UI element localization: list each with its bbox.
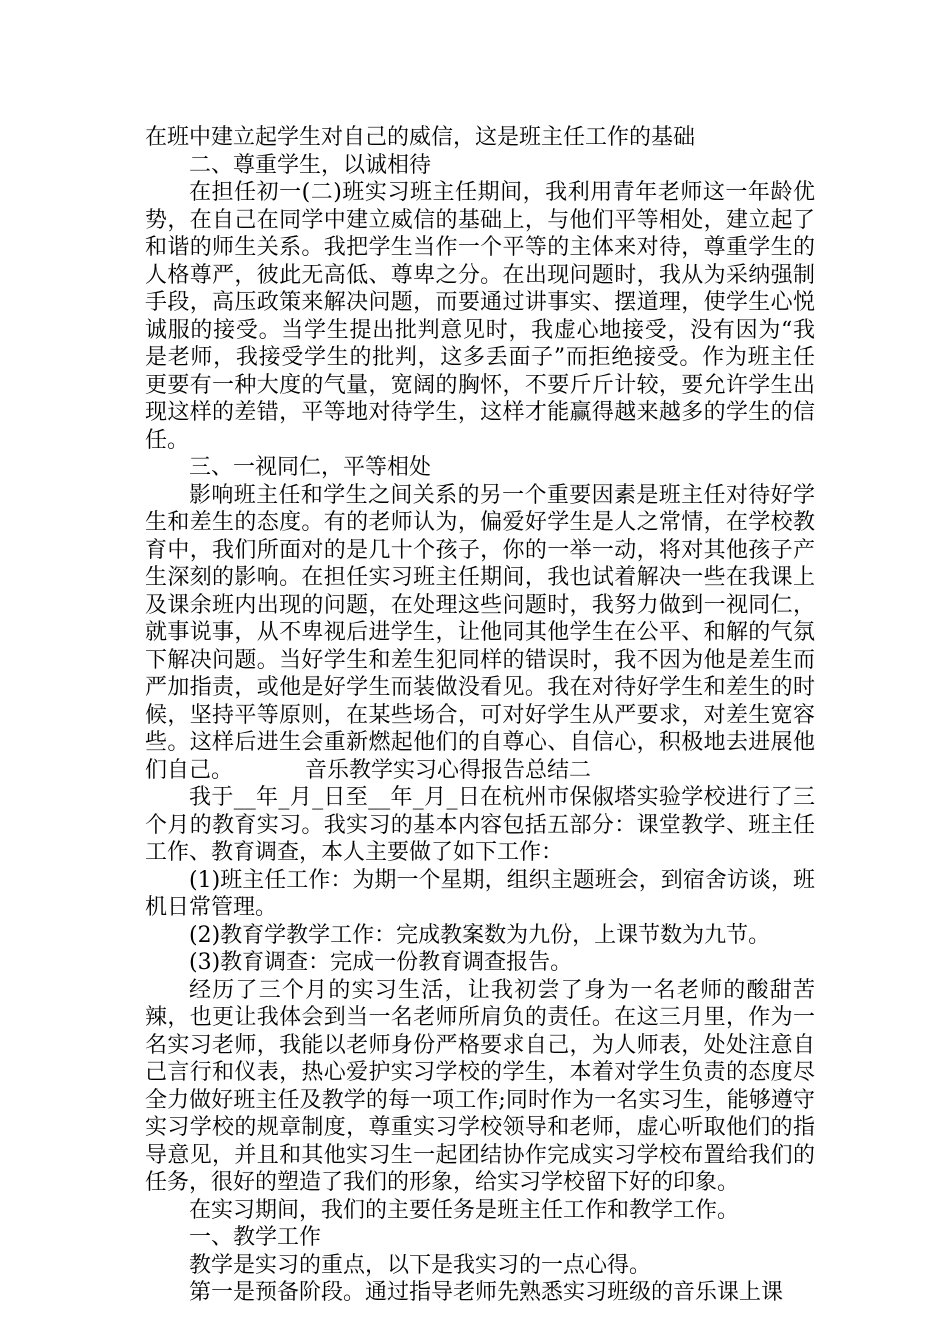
heading-equal-treatment: 三、一视同仁，平等相处 — [189, 455, 432, 480]
document-page — [145, 124, 815, 1307]
heading-respect-students: 二、尊重学生，以诚相待 — [189, 152, 432, 178]
paragraph-internship-overview: 我于__年_月_日至__年_月_日在杭州市保俶塔实验学校进行了三个月的教育实习。我实习的基本内容包括五部分：课堂教学、班主任工作、教育调查，本人主要做了如下工作： — [145, 785, 815, 865]
list-item-homeroom-work: (1)班主任工作：为期一个星期，组织主题班会，到宿舍访谈，班机日常管理。 — [145, 867, 815, 920]
heading-teaching-work: 一、教学工作 — [189, 1225, 322, 1250]
paragraph-equal-treatment-body: 影响班主任和学生之间关系的另一个重要因素是班主任对待好学生和差生的态度。有的老师认为，偏爱好学生是人之常情，在学校教育中，我们所面对的是几十个孩子，你的一举一动，将对其他孩子产生深刻的影响。在担任实习班主任期间，我也试着解决一些在我课上及课余班内出现的问题，在处理这些问题时，我努力做到一视同仁，就事说事，从不卑视后进学生，让他同其他学生在公平、和解的气氛下解决问题。当好学生和差生犯同样的错误时，我不因为他是差生而严加指责，或他是好学生而装做没看见。我在对待好学生和差生的时候，坚持平等原则，在某些场合，可对好学生从严要求，对差生宽容些。这样后进生会重新燃起他们的自尊心、自信心，积极地去进展他们自己。 — [145, 482, 815, 783]
paragraph-intro-line: 在班中建立起学生对自己的威信，这是班主任工作的基础 — [145, 125, 696, 150]
list-item-teaching-work: (2)教育学教学工作：完成教案数为九份，上课节数为九节。 — [189, 922, 771, 948]
paragraph-teaching-focus: 教学是实习的重点，以下是我实习的一点心得。 — [189, 1252, 652, 1278]
paragraph-main-tasks: 在实习期间，我们的主要任务是班主任工作和教学工作。 — [189, 1197, 740, 1223]
paragraph-respect-students: 在担任初一(二)班实习班主任期间，我利用青年老师这一年龄优势，在自己在同学中建立威信的基础上，与他们平等相处，建立起了和谐的师生关系。我把学生当作一个平等的主体来对待，尊重学生的人格尊严，彼此无高低、尊卑之分。在出现问题时，我从为采纳强制手段，高压政策来解决问题，而要通过讲事实、摆道理，使学生心悦诚服的接受。当学生提出批判意见时，我虚心地接受，没有因为“我是老师，我接受学生的批判，这多丢面子”而拒绝接受。作为班主任更要有一种大度的气量，宽阔的胸怀，不要斤斤计较，要允许学生出现这样的差错，平等地对待学生，这样才能赢得越来越多的学生的信任。 — [145, 180, 815, 453]
report-title-two: 音乐教学实习心得报告总结二 — [305, 757, 592, 783]
paragraph-experience: 经历了三个月的实习生活，让我初尝了身为一名老师的酸甜苦辣，也更让我体会到当一名老师所肩负的责任。在这三月里，作为一名实习老师，我能以老师身份严格要求自己，为人师表，处处注意自己言行和仪表，热心爱护实习学校的学生，本着对学生负责的态度尽全力做好班主任及教学的每一项工作;同时作为一名实习生，能够遵守实习学校的规章制度，尊重实习学校领导和老师，虚心听取他们的指导意见，并且和其他实习生一起团结协作完成实习学校布置给我们的任务，很好的塑造了我们的形象，给实习学校留下好的印象。 — [145, 977, 815, 1195]
paragraph-equal-treatment — [145, 482, 815, 785]
list-item-education-survey: (3)教育调查：完成一份教育调查报告。 — [189, 950, 573, 975]
paragraph-preparation-stage: 第一是预备阶段。通过指导老师先熟悉实习班级的音乐课上课 — [189, 1280, 784, 1305]
